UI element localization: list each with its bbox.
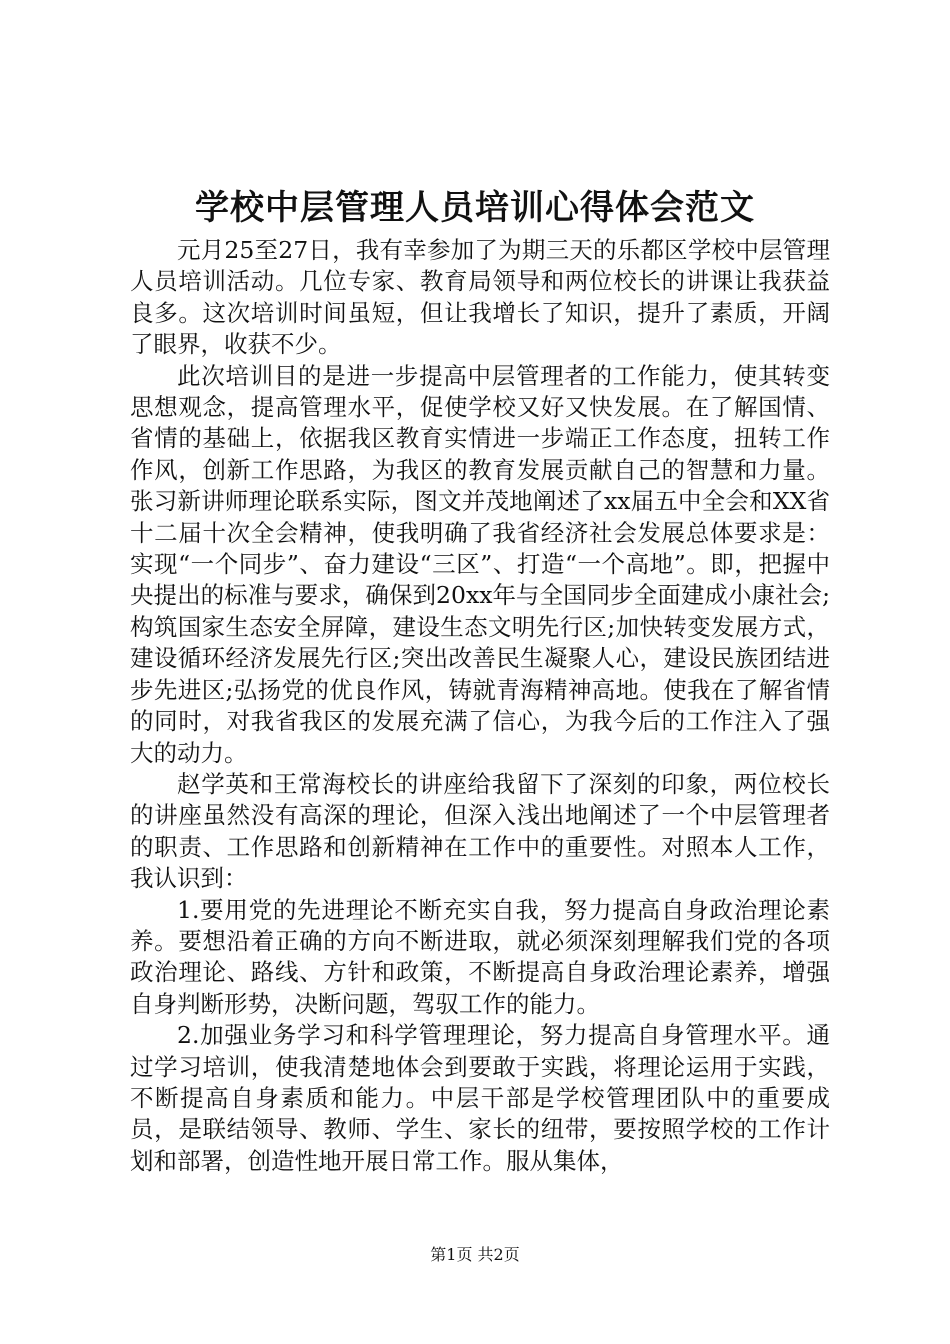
document-body: [130, 235, 830, 1177]
paragraph-point-1: 1.要用党的先进理论不断充实自我，努力提高自身政治理论素养。要想沿着正确的方向不断进取，就必须深刻理解我们党的各项政治理论、路线、方针和政策，不断提高自身政治理论素养，增强自身判断形势，决断问题，驾驭工作的能力。: [130, 895, 830, 1018]
document-title: 学校中层管理人员培训心得体会范文: [195, 188, 755, 228]
paragraph-point-2: 2.加强业务学习和科学管理理论，努力提高自身管理水平。通过学习培训，使我清楚地体会到要敢于实践，将理论运用于实践，不断提高自身素质和能力。中层干部是学校管理团队中的重要成员，是联结领导、教师、学生、家长的纽带，要按照学校的工作计划和部署，创造性地开展日常工作。服从集体，: [130, 1021, 830, 1175]
paragraph-lectures: 赵学英和王常海校长的讲座给我留下了深刻的印象，两位校长的讲座虽然没有高深的理论，但深入浅出地阐述了一个中层管理者的职责、工作思路和创新精神在工作中的重要性。对照本人工作，我认识到：: [130, 769, 830, 893]
page-footer: 第1页 共2页: [430, 1245, 520, 1264]
paragraph-intro: 元月25至27日，我有幸参加了为期三天的乐都区学校中层管理人员培训活动。几位专家、教育局领导和两位校长的讲课让我获益良多。这次培训时间虽短，但让我增长了知识，提升了素质，开阔了眼界，收获不少。: [130, 236, 830, 359]
paragraph-training-purpose: 此次培训目的是进一步提高中层管理者的工作能力，使其转变思想观念，提高管理水平，促使学校又好又快发展。在了解国情、省情的基础上，依据我区教育实情进一步端正工作态度，扭转工作作风，创新工作思路，为我区的教育发展贡献自己的智慧和力量。张习新讲师理论联系实际，图文并茂地阐述了xx届五中全会和XX省十二届十次全会精神，使我明确了我省经济社会发展总体要求是：实现“一个同步”、奋力建设“三区”、打造“一个高地”。即，把握中央提出的标准与要求，确保到20xx年与全国同步全面建成小康社会;构筑国家生态安全屏障，建设生态文明先行区;加快转变发展方式，建设循环经济发展先行区;突出改善民生凝聚人心，建设民族团结进步先进区;弘扬党的优良作风，铸就青海精神高地。使我在了解省情的同时，对我省我区的发展充满了信心，为我今后的工作注入了强大的动力。: [130, 361, 830, 767]
